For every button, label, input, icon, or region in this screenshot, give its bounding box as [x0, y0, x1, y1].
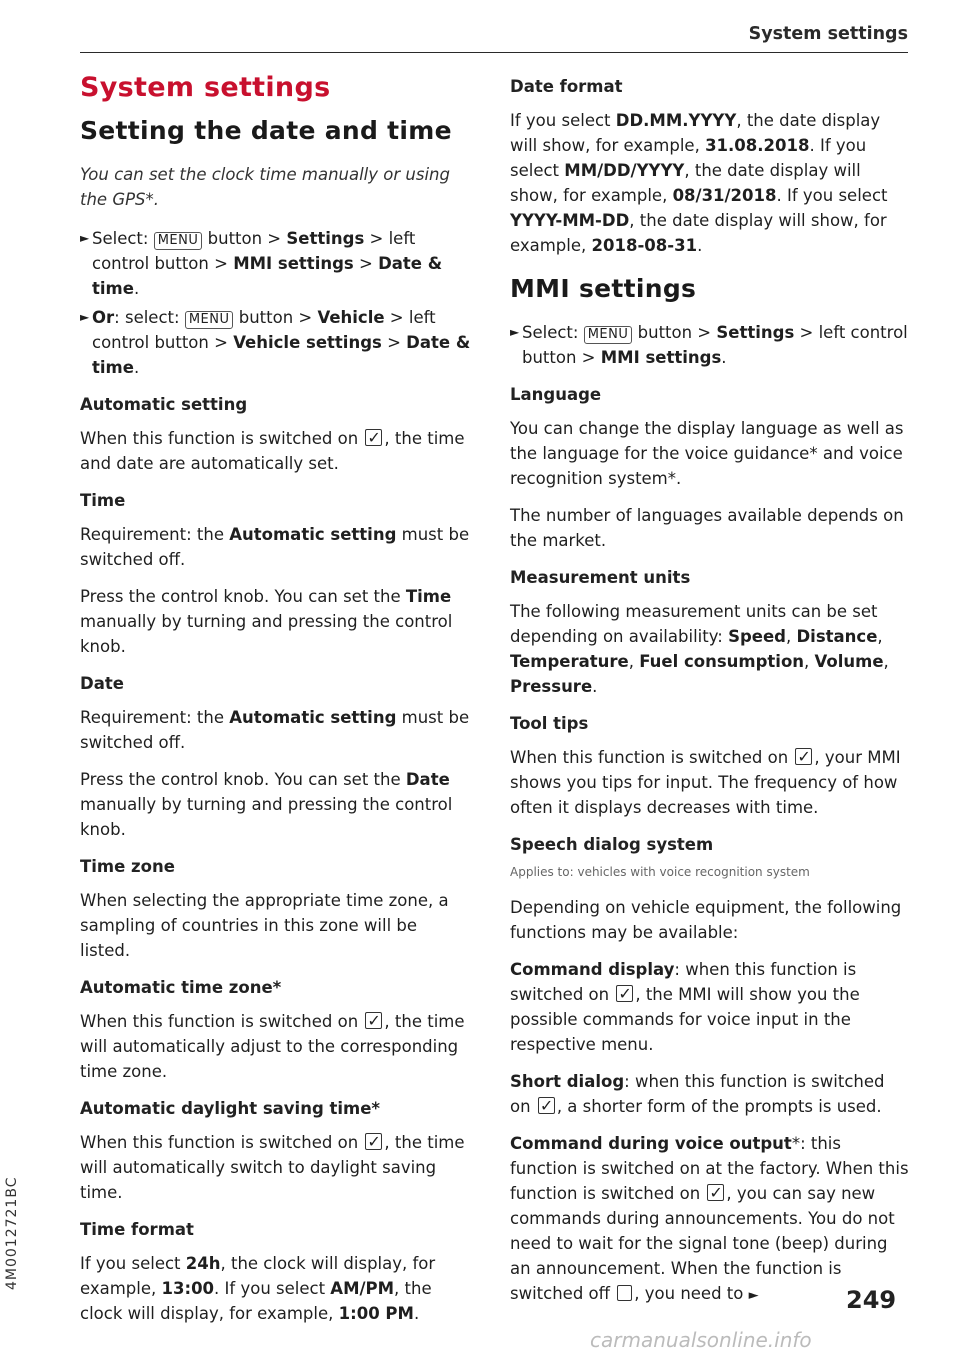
step-or-vehicle: ► Or: select: MENU button > Vehicle > left control button > Vehicle settings > Date & time.	[80, 305, 472, 380]
running-header: System settings	[748, 24, 908, 44]
intro-text: You can set the clock time manually or using the GPS*.	[80, 165, 450, 209]
text-speech-intro: Depending on vehicle equipment, the following functions may be available:	[510, 898, 902, 942]
heading-automatic-setting: Automatic setting	[80, 395, 248, 414]
bullet-arrow-icon: ►	[510, 325, 520, 339]
text-daylight-saving: When this function is switched on ✓, the time will automatically switch to daylight saving time.	[80, 1130, 472, 1205]
right-column	[510, 76, 910, 1320]
text-language-market: The number of languages available depends on the market.	[510, 506, 904, 550]
text-time-zone: When selecting the appropriate time zone, a sampling of countries in this zone will be listed.	[80, 891, 449, 960]
applies-to-note: Applies to: vehicles with voice recognition system	[510, 865, 810, 879]
bullet-arrow-icon: ►	[80, 231, 90, 245]
heading-date: Date	[80, 674, 124, 693]
section-title-mmi-settings: MMI settings	[510, 274, 697, 303]
header-rule	[80, 52, 908, 53]
text-automatic-setting: When this function is switched on ✓, the time and date are automatically set.	[80, 426, 472, 476]
heading-automatic-time-zone: Automatic time zone*	[80, 978, 282, 997]
menu-key-icon: MENU	[584, 326, 633, 344]
checked-box-icon	[616, 985, 633, 1002]
page-title: System settings	[80, 72, 331, 103]
watermark: carmanualsonline.info	[590, 1328, 812, 1352]
unchecked-box-icon	[617, 1285, 632, 1301]
checked-box-icon	[365, 1012, 382, 1029]
text-measurement-units: The following measurement units can be set depending on availability: Speed, Distance, Temperature, Fuel consumption, Volume, Pressure.	[510, 602, 889, 696]
text-command-display: Command display: when this function is switched on ✓, the MMI will show you the possible commands for voice input in the respective menu.	[510, 957, 910, 1057]
step-select-date-time: ► Select: MENU button > Settings > left control button > MMI settings > Date & time.	[80, 226, 472, 301]
heading-time-zone: Time zone	[80, 857, 175, 876]
text-command-during-voice: Command during voice output*: this function is switched on at the factory. When this function is switched on ✓, you can say new commands during announcements. You do not need to wait for the signal tone (beep) during an announcement. When the function is switched off , you need to ►	[510, 1131, 910, 1308]
text-tool-tips: When this function is switched on ✓, your MMI shows you tips for input. The frequency of how often it displays decreases with time.	[510, 745, 910, 820]
step-select-mmi-settings: ► Select: MENU button > Settings > left control button > MMI settings.	[510, 320, 910, 370]
checked-box-icon	[538, 1097, 555, 1114]
text-language: You can change the display language as well as the language for the voice guidance* and voice recognition system*.	[510, 419, 904, 488]
text-time-press: Press the control knob. You can set the Time manually by turning and pressing the control knob.	[80, 587, 453, 656]
menu-key-icon: MENU	[185, 311, 234, 329]
checked-box-icon	[365, 429, 382, 446]
left-column	[80, 72, 472, 1338]
heading-date-format: Date format	[510, 77, 623, 96]
checked-box-icon	[795, 748, 812, 765]
text-short-dialog: Short dialog: when this function is switched on ✓, a shorter form of the prompts is used.	[510, 1069, 910, 1119]
heading-time: Time	[80, 491, 126, 510]
menu-key-icon: MENU	[154, 232, 203, 250]
text-date-requirement: Requirement: the Automatic setting must be switched off.	[80, 708, 470, 752]
text-date-format: If you select DD.MM.YYYY, the date display will show, for example, 31.08.2018. If you select MM/DD/YYYY, the date display will show, for example, 08/31/2018. If you select YYYY-MM-DD, the date display will show, for example, 2018-08-31.	[510, 111, 888, 255]
continue-arrow-icon: ►	[748, 1288, 759, 1303]
text-date-press: Press the control knob. You can set the Date manually by turning and pressing the control knob.	[80, 770, 453, 839]
checked-box-icon	[365, 1133, 382, 1150]
heading-time-format: Time format	[80, 1220, 194, 1239]
bullet-arrow-icon: ►	[80, 310, 90, 324]
heading-tool-tips: Tool tips	[510, 714, 589, 733]
checked-box-icon	[707, 1184, 724, 1201]
document-code: 4M0012721BC	[4, 1176, 20, 1290]
section-title-date-time: Setting the date and time	[80, 116, 452, 145]
text-time-format: If you select 24h, the clock will display, for example, 13:00. If you select AM/PM, the clock will display, for example, 1:00 PM.	[80, 1254, 436, 1323]
text-time-requirement: Requirement: the Automatic setting must be switched off.	[80, 525, 470, 569]
text-automatic-time-zone: When this function is switched on ✓, the time will automatically adjust to the corresponding time zone.	[80, 1009, 472, 1084]
heading-language: Language	[510, 385, 602, 404]
page-number: 249	[846, 1286, 897, 1314]
heading-daylight-saving: Automatic daylight saving time*	[80, 1099, 381, 1118]
heading-measurement-units: Measurement units	[510, 568, 691, 587]
heading-speech-dialog: Speech dialog system	[510, 835, 714, 854]
